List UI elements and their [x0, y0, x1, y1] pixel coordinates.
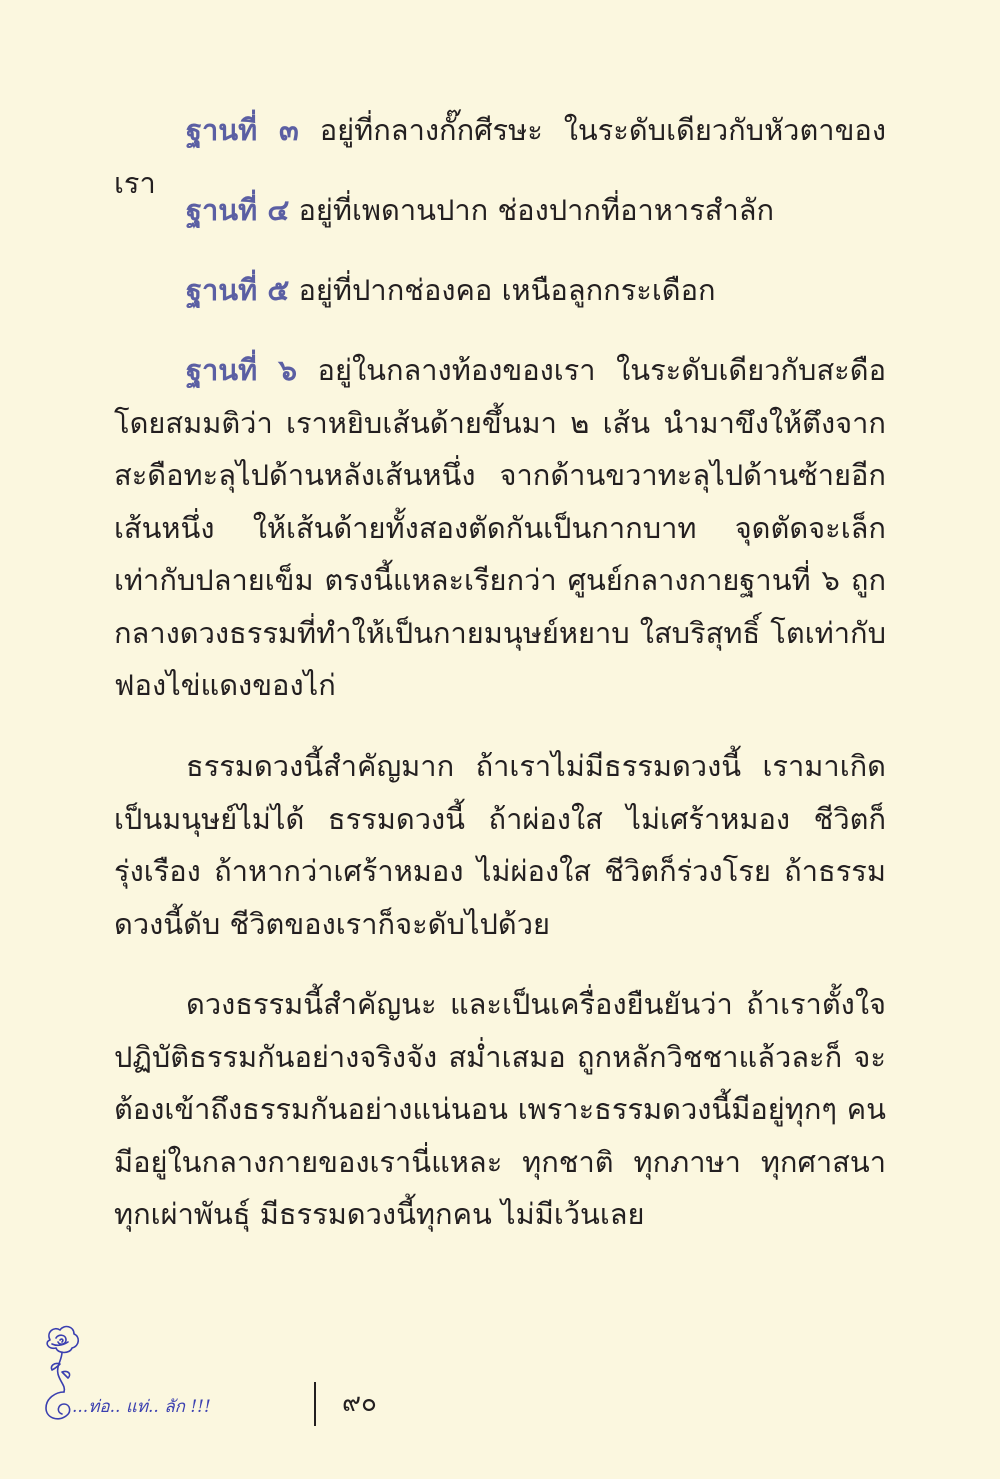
- base-6-label: ฐานที่ ๖: [186, 353, 298, 387]
- paragraph-dhamma-universal: [114, 978, 886, 1241]
- page-footer: [36, 1320, 536, 1430]
- dhamma-importance-text: ธรรมดวงนี้สำคัญมาก ถ้าเราไม่มีธรรมดวงนี้ เรามาเกิดเป็นมนุษย์ไม่ได้ ธรรมดวงนี้ ถ้าผ่องใส ไม่เศร้าหมอง ชีวิตก็รุ่งเรือง ถ้าหากว่าเศร้าหมอง ไม่ผ่องใส ชีวิตก็ร่วงโรย ถ้าธรรมดวงนี้ดับ ชีวิตของเราก็จะดับไปด้วย: [114, 749, 886, 941]
- base-3-label: ฐานที่ ๓: [186, 113, 299, 147]
- paragraph-base-4: [114, 184, 886, 237]
- base-4-label: ฐานที่ ๔: [186, 193, 290, 227]
- rose-signature-logo: [36, 1320, 306, 1430]
- base-3-text: อยู่ที่กลางกั๊กศีรษะ ในระดับเดียวกับหัวตาของเรา: [114, 113, 886, 200]
- base-4-text: อยู่ที่เพดานปาก ช่องปากที่อาหารสำลัก: [289, 193, 775, 227]
- footer-divider: [314, 1382, 316, 1426]
- paragraph-base-6: [114, 344, 886, 712]
- signature-text: ...ท่อ.. แท่.. ลัก !!!: [72, 1397, 211, 1417]
- paragraph-base-5: [114, 264, 886, 317]
- page-number: ๙๐: [342, 1388, 377, 1418]
- dhamma-universal-text: ดวงธรรมนี้สำคัญนะ และเป็นเครื่องยืนยันว่า ถ้าเราตั้งใจ ปฏิบัติธรรมกันอย่างจริงจัง สม่ำเสมอ ถูกหลักวิชชาแล้วละก็ จะต้องเข้าถึงธรรมกันอย่างแน่นอน เพราะธรรมดวงนี้มีอยู่ทุกๆ คน มีอยู่ในกลางกายของเรานี่แหละ ทุกชาติ ทุกภาษา ทุกศาสนา ทุกเผ่าพันธุ์ มีธรรมดวงนี้ทุกคน ไม่มีเว้นเลย: [114, 987, 886, 1231]
- base-6-text: อยู่ในกลางท้องของเรา ในระดับเดียวกับสะดือ โดยสมมติว่า เราหยิบเส้นด้ายขึ้นมา ๒ เส้น นำมาขึงให้ตึงจากสะดือทะลุไปด้านหลังเส้นหนึ่ง จากด้านขวาทะลุไปด้านซ้ายอีกเส้นหนึ่ง ให้เส้นด้ายทั้งสองตัดกันเป็นกากบาท จุดตัดจะเล็กเท่ากับปลายเข็ม ตรงนี้แหละเรียกว่า ศูนย์กลางกายฐานที่ ๖ ถูกกลางดวงธรรมที่ทำให้เป็นกายมนุษย์หยาบ ใสบริสุทธิ์ โตเท่ากับฟองไข่แดงของไก่: [114, 353, 886, 702]
- base-5-label: ฐานที่ ๕: [186, 273, 290, 307]
- paragraph-dhamma-importance: [114, 740, 886, 950]
- base-5-text: อยู่ที่ปากช่องคอ เหนือลูกกระเดือก: [289, 273, 716, 307]
